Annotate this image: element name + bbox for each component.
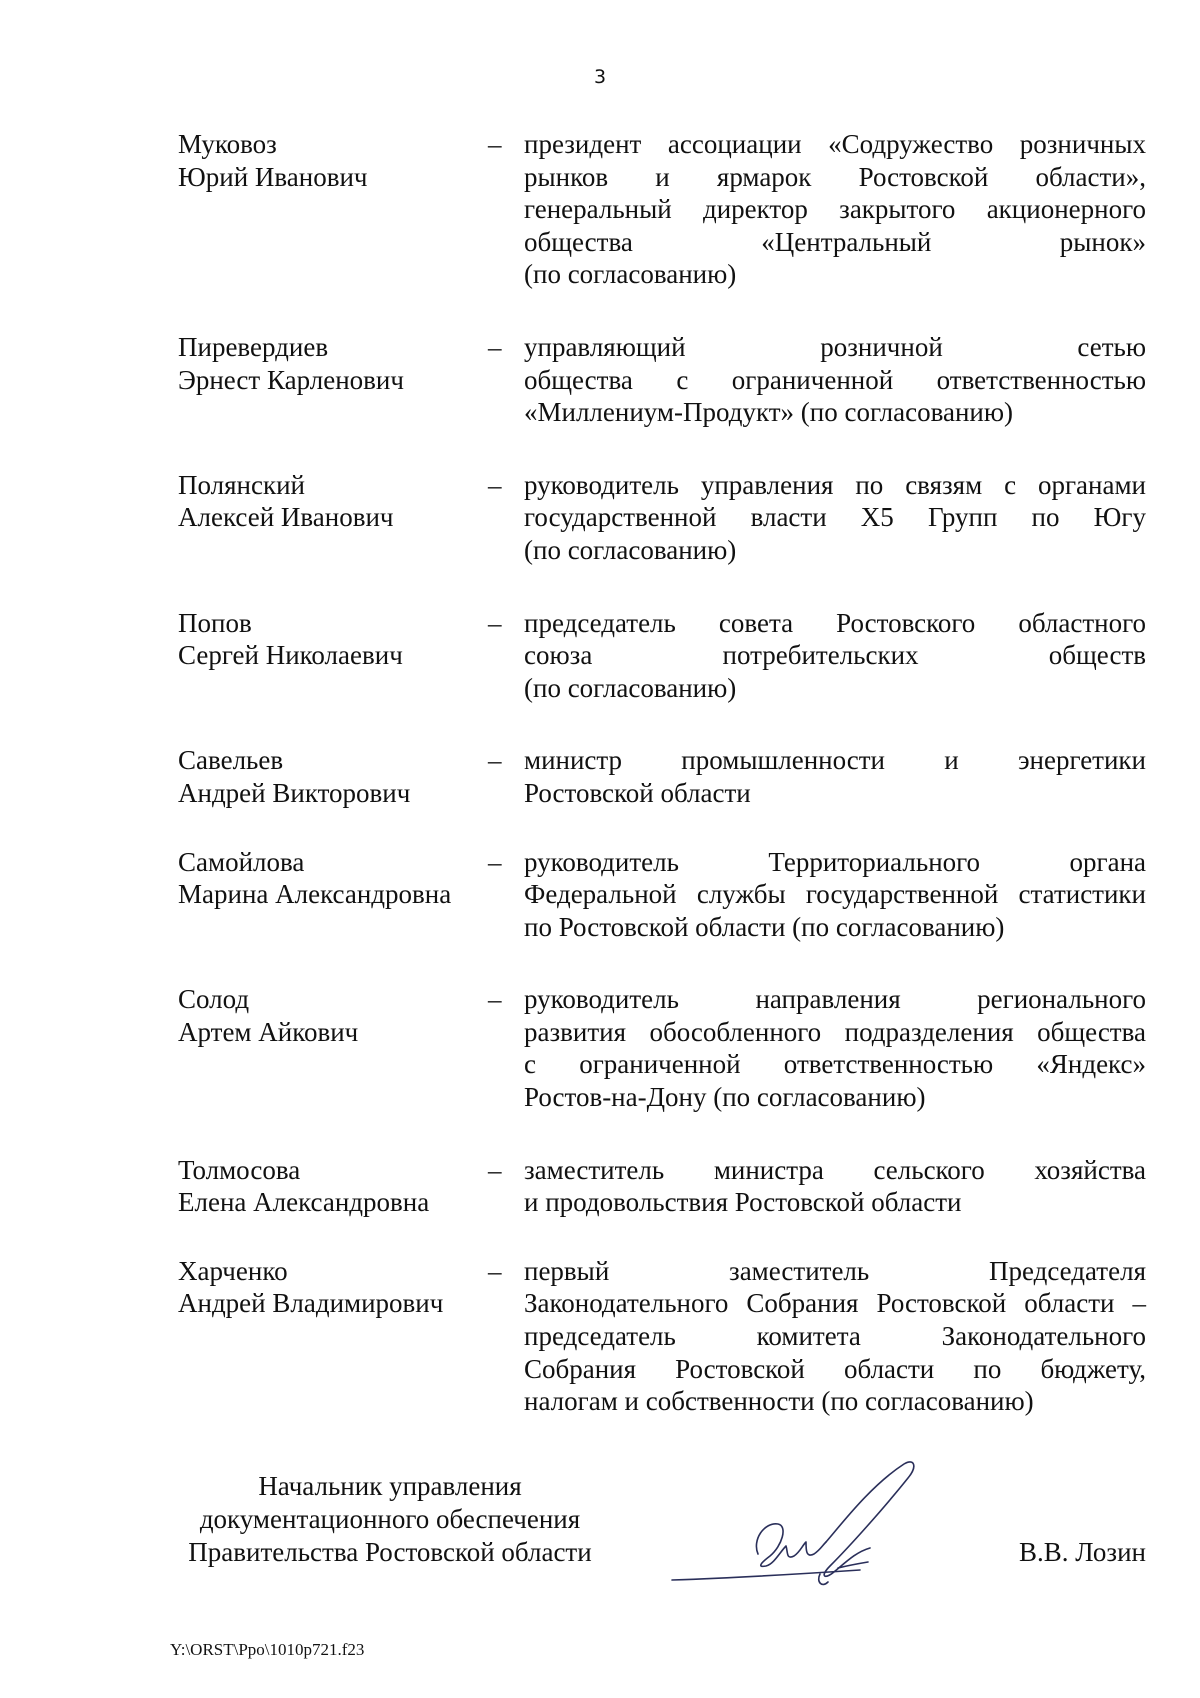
position-line: первый заместитель Председателя [524,1255,1146,1286]
member-entry [178,846,1146,944]
member-surname: Самойлова [178,846,305,877]
position-line: управляющий розничной сетью [524,331,1146,362]
page-number: 3 [593,66,607,88]
signatory-title-line: Правительства Ростовской области [188,1537,592,1567]
dash-separator: – [488,607,502,638]
member-name [178,983,488,1113]
dash-separator: – [488,129,502,159]
dash-separator: – [488,984,502,1015]
member-name [178,607,488,705]
position-line: рынков и ярмарок Ростовской области», [524,161,1146,192]
member-name [178,469,488,567]
position-line: развития обособленного подразделения общества [524,1016,1146,1047]
position-line: министр промышленности и энергетики [524,745,1146,776]
member-surname: Попов [178,607,252,638]
member-given-names: Елена Александровна [178,1187,430,1218]
position-line: Ростовской области [524,777,751,808]
position-line: общества «Центральный рынок» [524,226,1146,257]
member-name [178,1154,488,1219]
position-line: заместитель министра сельского хозяйства [524,1154,1146,1185]
member-name [178,1255,488,1418]
member-position [524,1154,1146,1219]
position-line: Собрания Ростовской области по бюджету, [524,1353,1146,1384]
member-entry [178,331,1146,429]
member-position [524,607,1146,705]
position-line: Законодательного Собрания Ростовской области – [524,1288,1146,1319]
position-line: генеральный директор закрытого акционерного [524,194,1146,225]
signature-block [170,1470,1146,1600]
position-line: президент ассоциации «Содружество розничных [524,129,1146,159]
member-entry [178,128,1146,291]
position-line: (по согласованию) [524,259,737,290]
position-line: председатель комитета Законодательного [524,1321,1146,1352]
member-entry [178,607,1146,705]
signatory-name: В.В. Лозин [1019,1537,1146,1567]
member-entry [178,744,1146,809]
member-surname: Пиревердиев [178,331,329,362]
member-given-names: Марина Александровна [178,879,452,910]
member-given-names: Сергей Николаевич [178,640,403,671]
position-line: руководитель управления по связям с органами [524,469,1146,500]
member-given-names: Алексей Иванович [178,502,394,533]
signatory-title-line: Начальник управления [258,1471,522,1501]
member-surname: Муковоз [178,129,277,159]
position-line: руководитель Территориального органа [524,846,1146,877]
member-given-names: Андрей Викторович [178,777,411,808]
file-path: Y:\ORST\Ppo\1010p721.f23 [170,1640,365,1659]
position-line: председатель совета Ростовского областного [524,607,1146,638]
member-given-names: Артем Айкович [178,1016,359,1047]
member-entry [178,469,1146,567]
member-surname: Полянский [178,469,305,500]
member-position [524,1255,1146,1418]
member-entry [178,1154,1146,1219]
signatory-title [170,1470,610,1569]
member-given-names: Эрнест Карленович [178,364,404,395]
member-name [178,846,488,944]
dash-separator: – [488,469,502,500]
position-line: государственной власти Х5 Групп по Югу [524,502,1146,533]
position-line: руководитель направления регионального [524,984,1146,1015]
position-line: общества с ограниченной ответственностью [524,364,1146,395]
member-position [524,331,1146,429]
dash-separator: – [488,331,502,362]
member-position [524,846,1146,944]
signatory-title-line: документационного обеспечения [199,1504,581,1534]
dash-separator: – [488,1154,502,1185]
members-list [178,128,1146,1418]
position-line: с ограниченной ответственностью «Яндекс» [524,1049,1146,1080]
member-surname: Солод [178,984,250,1015]
member-entry [178,1255,1146,1418]
dash-separator: – [488,846,502,877]
member-name [178,744,488,809]
member-surname: Толмосова [178,1154,301,1185]
member-name [178,128,488,291]
position-line: налогам и собственности (по согласованию) [524,1386,1034,1417]
position-line: и продовольствия Ростовской области [524,1187,962,1218]
position-line: (по согласованию) [524,672,737,703]
member-position [524,744,1146,809]
member-name [178,331,488,429]
member-given-names: Юрий Иванович [178,161,368,192]
dash-separator: – [488,745,502,776]
handwritten-signature [670,1456,970,1596]
member-given-names: Андрей Владимирович [178,1288,444,1319]
member-entry [178,983,1146,1113]
position-line: Ростов-на-Дону (по согласованию) [524,1082,926,1113]
position-line: «Миллениум-Продукт» (по согласованию) [524,397,1014,428]
position-line: союза потребительских обществ [524,640,1146,671]
member-surname: Харченко [178,1255,288,1286]
member-surname: Савельев [178,745,284,776]
position-line: по Ростовской области (по согласованию) [524,911,1005,942]
position-line: (по согласованию) [524,534,737,565]
member-position [524,128,1146,291]
position-line: Федеральной службы государственной статистики [524,879,1146,910]
member-position [524,983,1146,1113]
member-position [524,469,1146,567]
dash-separator: – [488,1255,502,1286]
